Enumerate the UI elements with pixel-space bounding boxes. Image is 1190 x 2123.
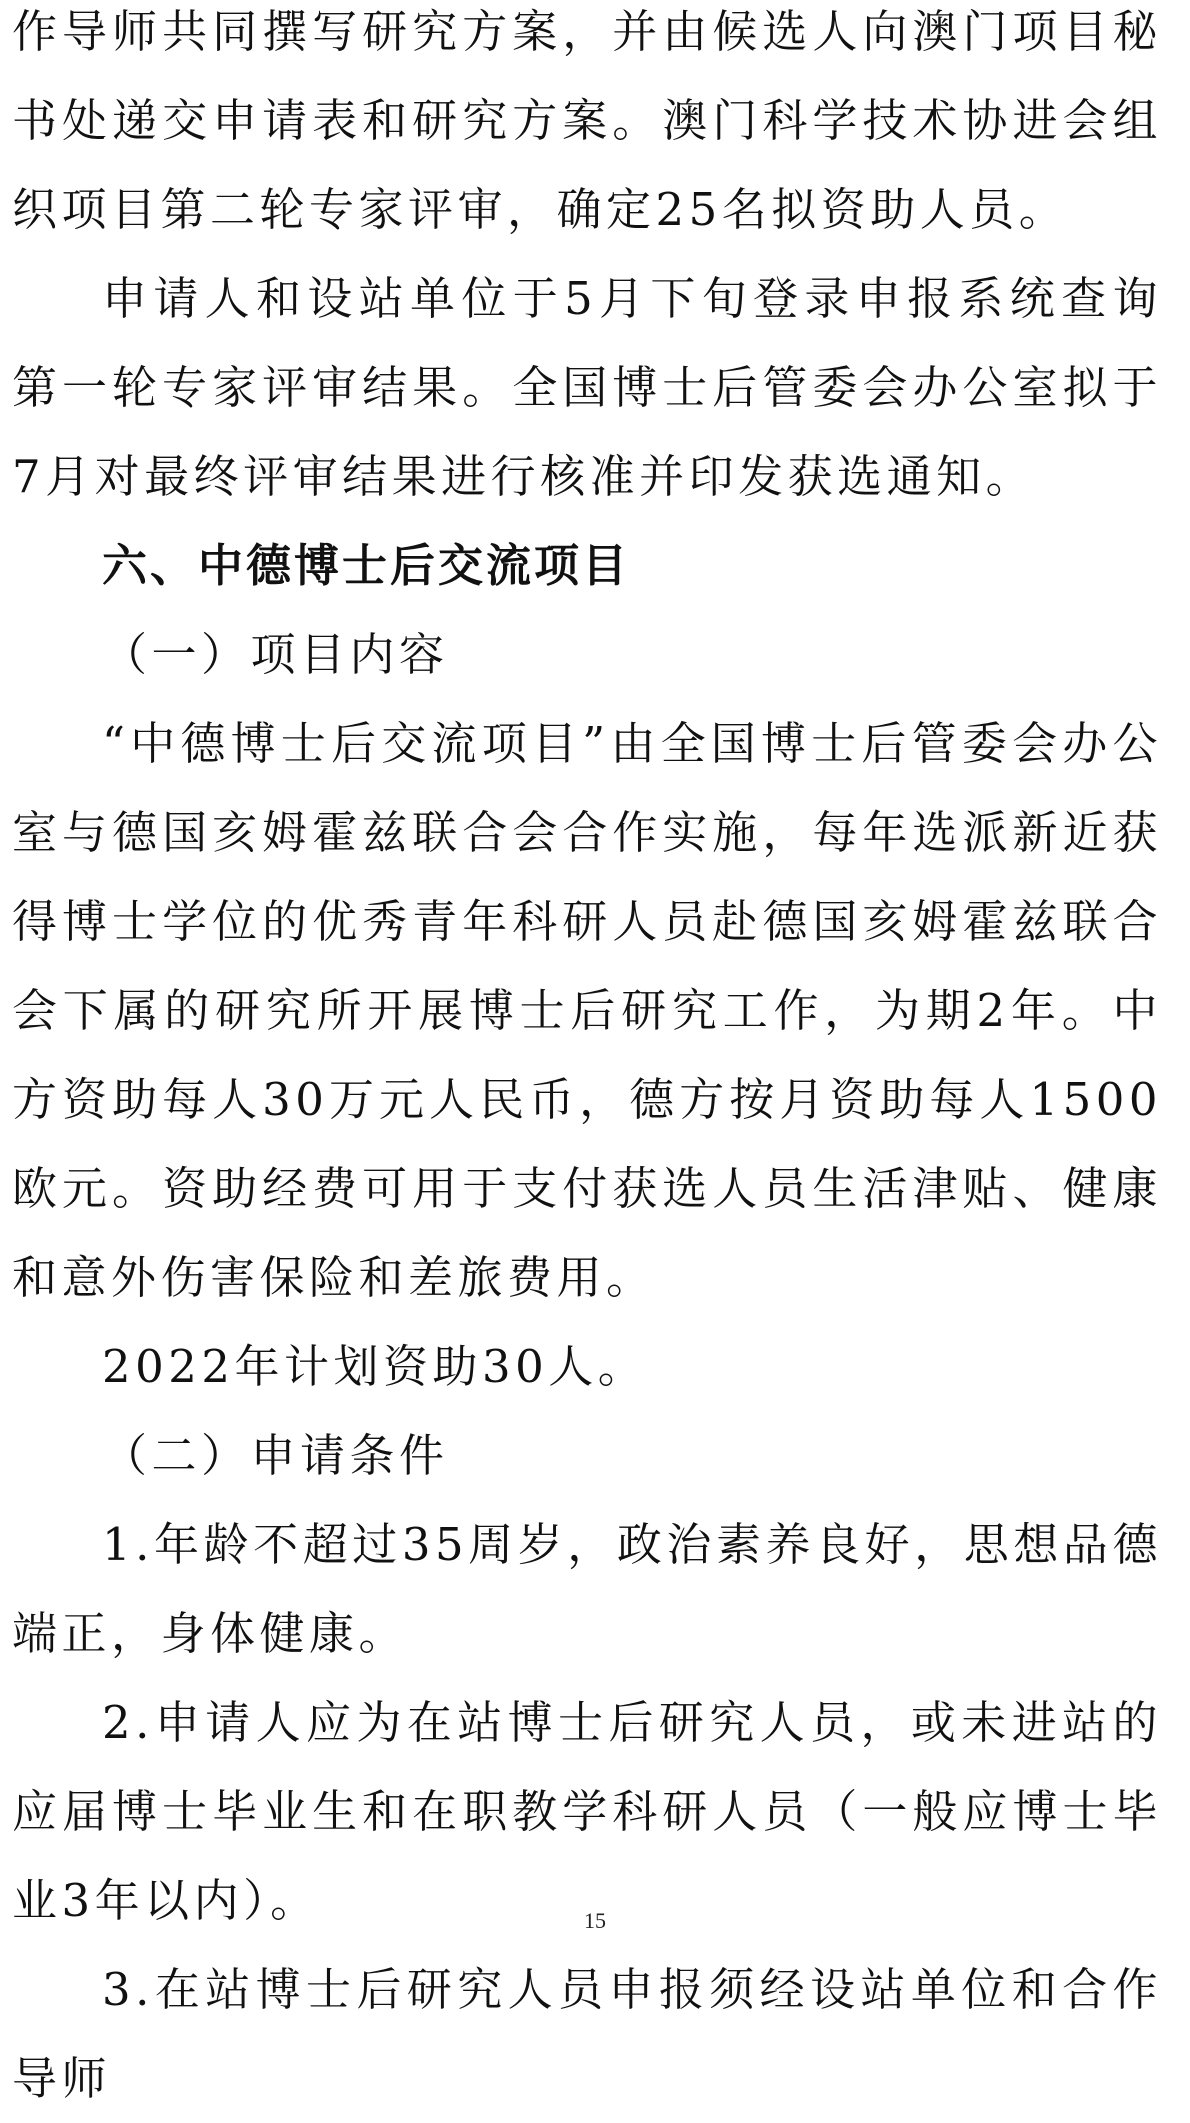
paragraph-program-description: “中德博士后交流项目”由全国博士后管委会办公室与德国亥姆霍兹联合会合作实施，每年选派新近获得博士学位的优秀青年科研人员赴德国亥姆霍兹联合会下属的研究所开展博士后研究工作，为期2年。中方资助每人30万元人民币，德方按月资助每人1500欧元。资助经费可用于支付获选人员生活津贴、健康和意外伤害保险和差旅费用。 <box>12 717 1162 1304</box>
paragraph-review-results: 申请人和设站单位于5月下旬登录申报系统查询第一轮专家评审结果。全国博士后管委会办公室拟于7月对最终评审结果进行核准并印发获选通知。 <box>12 272 1162 503</box>
subheading-application-conditions: （二）申请条件 <box>102 1429 449 1482</box>
page-number: 15 <box>584 1908 606 1933</box>
section-heading-sino-german-program: 六、中德博士后交流项目 <box>102 539 631 592</box>
paragraph-continuation-submission: 作导师共同撰写研究方案，并由候选人向澳门项目秘书处递交申请表和研究方案。澳门科学技术协进会组织项目第二轮专家评审，确定25名拟资助人员。 <box>12 5 1162 236</box>
condition-item-2: 2.申请人应为在站博士后研究人员，或未进站的应届博士毕业生和在职教学科研人员（一般应博士毕业3年以内）。 <box>12 1696 1162 1927</box>
page-body <box>12 0 1162 2123</box>
condition-item-1: 1.年龄不超过35周岁，政治素养良好，思想品德端正，身体健康。 <box>12 1518 1162 1660</box>
condition-item-3: 3.在站博士后研究人员申报须经设站单位和合作导师 <box>12 1963 1162 2105</box>
paragraph-funding-plan: 2022年计划资助30人。 <box>102 1340 648 1393</box>
subheading-program-content: （一）项目内容 <box>102 628 449 681</box>
